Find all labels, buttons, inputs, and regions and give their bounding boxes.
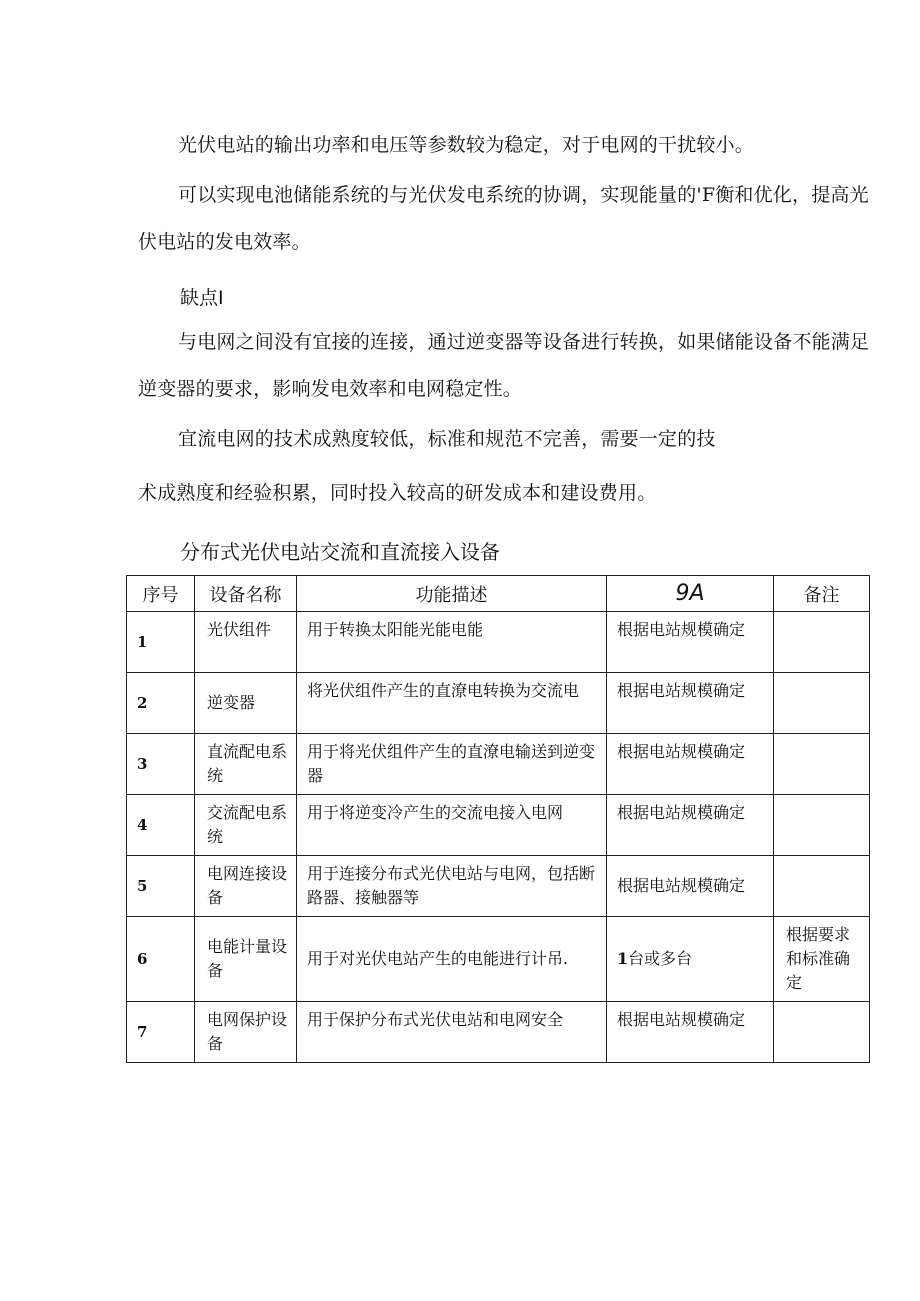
cell-function: 用于将光伏组件产生的直潦电输送到逆变器: [297, 734, 607, 795]
cell-note: 根据要求和标准确定: [774, 917, 870, 1002]
paragraph-dc-grid-maturity-line2: 术成熟度和经验积累，同时投入较高的研发成本和建设费用。: [138, 482, 657, 504]
cell-function: 用于转换太阳能光能电能: [297, 612, 607, 673]
table-row: [127, 1002, 870, 1063]
paragraph-coordination: 可以实现电池储能系统的与光伏发电系统的协调，实现能量的'F衡和优化，提高光伏电站的发电效率。: [138, 184, 869, 253]
table-row: [127, 673, 870, 734]
cell-function: 用于连接分布式光伏电站与电网，包括断路器、接触器等: [297, 856, 607, 917]
cell-note: [774, 734, 870, 795]
cell-qty: 根据电站规模确定: [607, 673, 774, 734]
cell-function: 用于对光伏电站产生的电能进行计吊.: [297, 917, 607, 1002]
header-index: 序号: [127, 576, 195, 612]
table-row: [127, 856, 870, 917]
cell-name: 光伏组件: [195, 612, 297, 673]
cell-name: 交流配电系统: [195, 795, 297, 856]
cell-index: 4: [127, 795, 195, 856]
cell-index: 3: [127, 734, 195, 795]
header-qty-label: 9A: [675, 581, 705, 606]
cell-function: 将光伏组件产生的直潦电转换为交流电: [297, 673, 607, 734]
cell-note: [774, 856, 870, 917]
cell-name: 电网保护设备: [195, 1002, 297, 1063]
cell-qty: 根据电站规模确定: [607, 612, 774, 673]
cell-qty: [607, 917, 774, 1002]
table-header-row: [127, 576, 870, 612]
table-title: 分布式光伏电站交流和直流接入设备: [180, 540, 500, 564]
cell-name: 电能计量设备: [195, 917, 297, 1002]
header-name: 设备名称: [195, 576, 297, 612]
paragraph-dc-grid-maturity-line1: 宜流电网的技术成熟度较低，标准和规范不完善，需要一定的技: [178, 428, 716, 450]
header-qty: [607, 576, 774, 612]
section-heading-disadvantages: 缺点I: [180, 287, 224, 309]
cell-note: [774, 612, 870, 673]
table-row: [127, 917, 870, 1002]
cell-note: [774, 673, 870, 734]
table-row: [127, 795, 870, 856]
cell-qty: 根据电站规模确定: [607, 856, 774, 917]
cell-index: 1: [127, 612, 195, 673]
cell-function: 用于将逆变冷产生的交流电接入电网: [297, 795, 607, 856]
table-row: [127, 734, 870, 795]
header-function: 功能描述: [297, 576, 607, 612]
cell-index: 6: [127, 917, 195, 1002]
cell-name: 直流配电系统: [195, 734, 297, 795]
cell-index: 5: [127, 856, 195, 917]
cell-qty-text: 台或多台: [628, 949, 693, 968]
table-row: [127, 612, 870, 673]
cell-function: 用于保护分布式光伏电站和电网安全: [297, 1002, 607, 1063]
cell-qty: 根据电站规模确定: [607, 1002, 774, 1063]
cell-note: [774, 795, 870, 856]
equipment-table: [126, 575, 870, 1063]
cell-note: [774, 1002, 870, 1063]
paragraph-no-direct-connection: 与电网之间没有宜接的连接，通过逆变器等设备进行转换，如果储能设备不能满足逆变器的要求，影响发电效率和电网稳定性。: [138, 331, 870, 400]
cell-qty: 根据电站规模确定: [607, 734, 774, 795]
cell-index: 7: [127, 1002, 195, 1063]
cell-index: 2: [127, 673, 195, 734]
paragraph-stability: 光伏电站的输出功率和电压等参数较为稳定，对于电网的干扰较小。: [178, 134, 755, 156]
cell-name: 电网连接设备: [195, 856, 297, 917]
cell-qty-number: 1: [617, 949, 629, 968]
cell-name: 逆变器: [195, 673, 297, 734]
cell-qty: 根据电站规模确定: [607, 795, 774, 856]
header-note: 备注: [774, 576, 870, 612]
